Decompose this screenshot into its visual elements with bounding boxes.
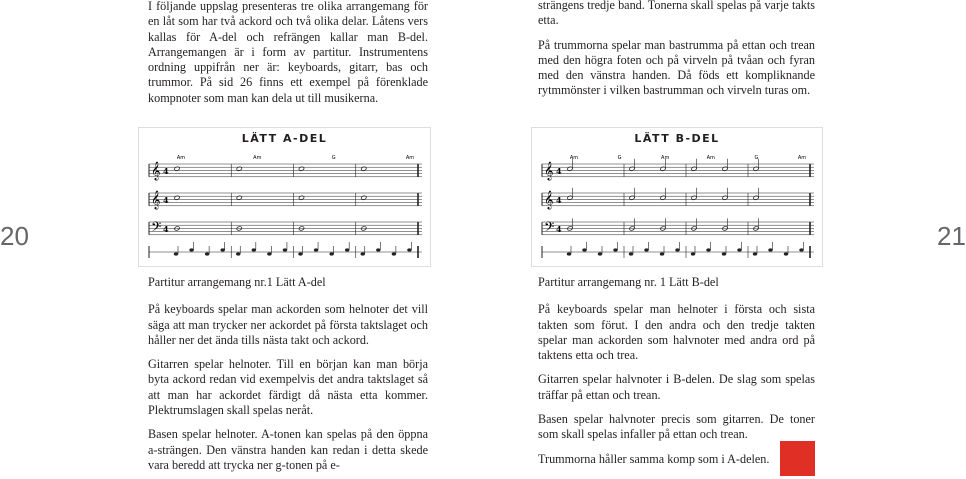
paragraph: Basen spelar halvnoter precis som gitarren. De toner som skall spelas infaller på ettan och trean.: [538, 412, 815, 442]
score-b-del: [531, 127, 823, 267]
score-title: LÄTT B-DEL: [634, 132, 720, 145]
svg-text:4: 4: [556, 224, 562, 234]
chord-label: G: [617, 155, 622, 161]
paragraph: Basen spelar helnoter. A-tonen kan spelas på den öppna a-strängen. Den vänstra handen kan redan i detta skede vara beredd att trycka ner g-tonen på e-: [148, 427, 428, 472]
paragraph: På keyboards spelar man helnoter i första och sista takten som förut. I den andra och den tredje takten spelar man ackorden som halvnoter med andra ord på taktens etta och trea.: [538, 302, 815, 363]
chord-label: Am: [176, 155, 186, 161]
left-body-text: [148, 275, 428, 473]
chord-label: Am: [661, 155, 670, 161]
score-b-staves: [532, 128, 824, 268]
chord-label: Am: [405, 155, 415, 161]
right-body-text: [538, 275, 815, 467]
figure-caption: Partitur arrangemang nr. 1 Lätt B-del: [538, 275, 719, 289]
paragraph: Gitarren spelar halvnoter i B-delen. De slag som spelas träffar på ettan och trean.: [538, 372, 815, 402]
accent-square: [780, 441, 815, 476]
chord-label: Am: [797, 155, 807, 161]
left-intro-text: [148, 0, 428, 106]
chord-label: G: [331, 155, 336, 161]
figure-caption: Partitur arrangemang nr.1 Lätt A-del: [148, 275, 326, 289]
paragraph: Gitarren spelar helnoter. Till en början kan man börja byta ackord redan vid exempelvis det andra taktslaget så att man har ackordet färdigt då nästa etta kommer. Plektrumslagen skall spelas neråt.: [148, 357, 428, 418]
svg-text:4: 4: [163, 224, 169, 234]
svg-text:𝄞: 𝄞: [151, 190, 161, 209]
score-a-del: [138, 127, 431, 267]
chord-label: Am: [706, 155, 715, 161]
page-number-right: 21: [937, 221, 966, 251]
score-title: LÄTT A-DEL: [241, 132, 328, 145]
paragraph: strängens tredje band. Tonerna skall spelas på varje takts etta.: [538, 0, 815, 28]
svg-text:𝄞: 𝄞: [151, 161, 161, 180]
svg-text:𝄞: 𝄞: [544, 161, 554, 180]
paragraph: På keyboards spelar man ackorden som helnoter det vill säga att man trycker ner ackordet på första taktslaget och håller ner det ända tills nästa takt och ackord.: [148, 302, 428, 347]
svg-text:4: 4: [556, 166, 562, 176]
page-number-left: 20: [0, 221, 29, 251]
right-intro-text: [538, 0, 815, 99]
svg-text:𝄢: 𝄢: [544, 219, 555, 238]
paragraph: Trummorna håller samma komp som i A-delen.: [538, 451, 770, 466]
paragraph: I följande uppslag presenteras tre olika arrangemang för en låt som har två ackord och två olika delar. Låtens vers kallas för A-del och refrängen kallar man B-del. Arrangemangen är i form av partitur. Instrumentens ordning uppifrån ner är: keyboards, gitarr, bas och trummor. På sid 26 finns ett exempel på förenklade kompnoter som man kan dela ut till musikerna.: [148, 0, 428, 105]
svg-text:4: 4: [556, 195, 562, 205]
svg-text:4: 4: [163, 166, 169, 176]
chord-label: Am: [253, 155, 262, 161]
svg-text:4: 4: [163, 195, 169, 205]
svg-text:𝄢: 𝄢: [151, 219, 162, 238]
svg-text:𝄞: 𝄞: [544, 190, 554, 209]
paragraph: På trummorna spelar man bastrumma på ettan och trean med den högra foten och på virveln på tvåan och fyran med den vänstra handen. Då föds ett kompliknande rytmmönster i vilken bastrumman och virveln turas om.: [538, 37, 815, 98]
chord-label: G: [754, 155, 759, 161]
score-a-staves: [139, 128, 432, 268]
chord-label: Am: [569, 155, 579, 161]
